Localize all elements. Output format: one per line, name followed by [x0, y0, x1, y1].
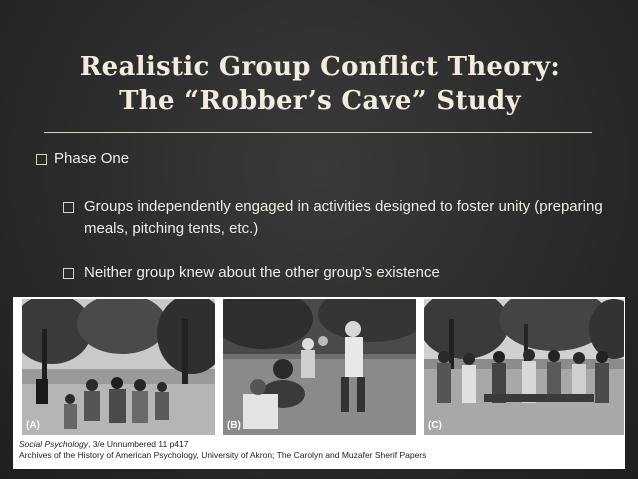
bullet-box-icon: [36, 154, 47, 165]
title-line-1: Realistic Group Conflict Theory:: [79, 52, 561, 82]
title-line-2: The “Robber’s Cave” Study: [119, 86, 521, 116]
photo-a-label: (A): [26, 420, 40, 431]
photo-b: [223, 299, 416, 435]
photo-caption: [19, 439, 619, 461]
bullet-box-icon: [63, 202, 74, 213]
bullet-box-icon: [63, 268, 74, 279]
caption-book-title: Social Psychology: [19, 439, 88, 449]
sub-bullet-activities: Groups independently engaged in activities designed to foster unity (preparing meals, pitching tents, etc.): [84, 198, 603, 237]
photo-a: [22, 299, 215, 435]
caption-credit: Archives of the History of American Psychology, University of Akron; The Carolyn and Muzafer Sherif Papers: [19, 450, 427, 460]
title-divider: [44, 132, 592, 133]
photo-c: [424, 299, 624, 435]
caption-edition: , 3/e Unnumbered 11 p417: [87, 439, 189, 449]
photo-panel: [13, 297, 625, 469]
bullet-phase-one: Phase One: [54, 150, 130, 167]
photo-c-label: (C): [428, 420, 442, 431]
slide-title: [20, 50, 620, 118]
sub-bullet-existence: Neither group knew about the other group’s existence: [84, 264, 440, 281]
photo-b-label: (B): [227, 420, 241, 431]
